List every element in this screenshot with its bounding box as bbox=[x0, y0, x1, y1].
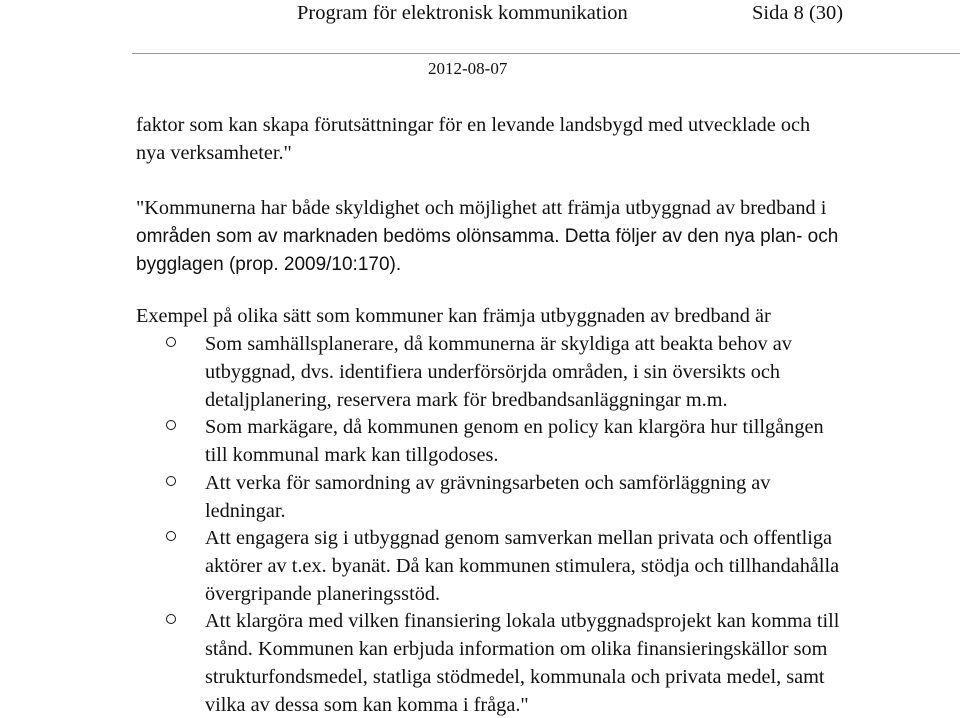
page-number: Sida 8 (30) bbox=[752, 2, 844, 24]
list-item-line: Att klargöra med vilken finansiering lokala utbyggnadsprojekt kan komma till bbox=[205, 610, 840, 632]
bullet-icon bbox=[166, 337, 176, 347]
list-item-line: övergripande planeringsstöd. bbox=[205, 583, 441, 605]
bullet-icon bbox=[166, 476, 176, 486]
paragraph-line: faktor som kan skapa förutsättningar för en levande landsbygd med utvecklade och bbox=[136, 114, 811, 136]
bullet-icon bbox=[166, 420, 176, 430]
list-item-line: ledningar. bbox=[205, 500, 286, 522]
bullet-icon bbox=[166, 531, 176, 541]
list-item-line: aktörer av t.ex. byanät. Då kan kommunen stimulera, stödja och tillhandahålla bbox=[205, 555, 840, 577]
paragraph-line bbox=[136, 223, 838, 250]
paragraph-line bbox=[136, 251, 401, 278]
list-item-line: utbyggnad, dvs. identifiera underförsörjda områden, i sin översikts och bbox=[205, 361, 781, 383]
list-item-line: Att verka för samordning av grävningsarbeten och samförläggning av bbox=[205, 472, 771, 494]
list-item-line: Som samhällsplanerare, då kommunerna är skyldiga att beakta behov av bbox=[205, 333, 792, 355]
bullet-icon bbox=[166, 614, 176, 624]
paragraph-text-sans: bygglagen (prop. 2009/10:170). bbox=[136, 254, 402, 275]
list-item-line: strukturfondsmedel, statliga stödmedel, kommunala och privata medel, samt bbox=[205, 666, 825, 688]
document-date: 2012-08-07 bbox=[428, 59, 508, 78]
list-item-line: Att engagera sig i utbyggnad genom samverkan mellan privata och offentliga bbox=[205, 527, 833, 549]
list-item-line: Som markägare, då kommunen genom en policy kan klargöra hur tillgången bbox=[205, 416, 824, 438]
list-item-line: vilka av dessa som kan komma i fråga." bbox=[205, 694, 529, 716]
list-item-line: detaljplanering, reservera mark för bredbandsanläggningar m.m. bbox=[205, 389, 728, 411]
list-item-line: stånd. Kommunen kan erbjuda information om olika finansieringskällor som bbox=[205, 638, 828, 660]
paragraph-line: "Kommunerna har både skyldighet och möjlighet att främja utbyggnad av bredband i bbox=[136, 197, 827, 219]
header-divider bbox=[132, 53, 960, 54]
document-title: Program för elektronisk kommunikation bbox=[297, 2, 628, 24]
paragraph-text-sans: Detta följer av den nya plan- och bbox=[559, 226, 839, 247]
paragraph-text-sans: områden som av marknaden bedöms olönsamma. bbox=[136, 226, 560, 247]
list-item-line: till kommunal mark kan tillgodoses. bbox=[205, 444, 499, 466]
paragraph-line: nya verksamheter." bbox=[136, 142, 292, 164]
list-intro: Exempel på olika sätt som kommuner kan främja utbyggnaden av bredband är bbox=[136, 305, 771, 327]
